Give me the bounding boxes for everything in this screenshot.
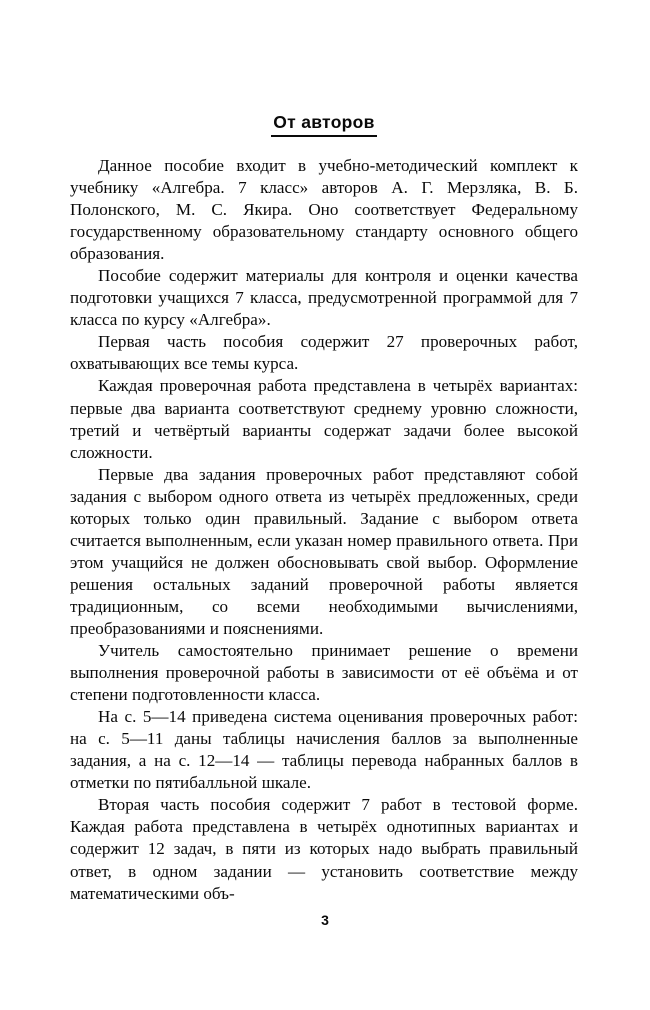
paragraph: На с. 5—14 приведена система оценивания проверочных работ: на с. 5—11 даны таблицы начисления баллов за выполненные задания, а на с. 12—14 — таблицы перевода набранных баллов в отметки по пятибалльной шкале.: [70, 707, 578, 793]
paragraph: Данное пособие входит в учебно-методический комплект к учебнику «Алгебра. 7 класс» авторов А. Г. Мерзляка, В. Б. Полонского, М. С. Якира. Оно соответствует Федеральному государственному образовательному стандарту основного общего образования.: [70, 156, 578, 264]
paragraph: Каждая проверочная работа представлена в четырёх вариантах: первые два варианта соответствуют среднему уровню сложности, третий и четвёртый варианты содержат задачи более высокой сложности.: [70, 376, 578, 462]
paragraph: Первые два задания проверочных работ представляют собой задания с выбором одного ответа из четырёх предложенных, среди которых только один правильный. Задание с выбором ответа считается выполненным, если указан номер правильного ответа. При этом учащийся не должен обосновывать свой выбор. Оформление решения остальных заданий проверочной работы является традиционным, со всеми необходимыми вычислениями, преобразованиями и пояснениями.: [70, 464, 578, 638]
page-number: 3: [321, 912, 329, 928]
paragraph: Учитель самостоятельно принимает решение о времени выполнения проверочной работы в зависимости от её объёма и от степени подготовленности класса.: [70, 641, 578, 705]
paragraph: Пособие содержит материалы для контроля и оценки качества подготовки учащихся 7 класса, предусмотренной программой для 7 класса по курсу «Алгебра».: [70, 266, 578, 330]
page-heading-underline: [271, 112, 376, 137]
page-heading-wrapper: [70, 112, 578, 137]
page-content: [70, 112, 578, 905]
page-title: От авторов: [273, 112, 375, 132]
paragraph: Вторая часть пособия содержит 7 работ в тестовой форме. Каждая работа представлена в четырёх однотипных вариантах и содержит 12 задач, в пяти из которых надо выбрать правильный ответ, в одном задании — установить соответствие между математическими объ-: [70, 795, 578, 903]
paragraph: Первая часть пособия содержит 27 проверочных работ, охватывающих все темы курса.: [70, 332, 578, 374]
